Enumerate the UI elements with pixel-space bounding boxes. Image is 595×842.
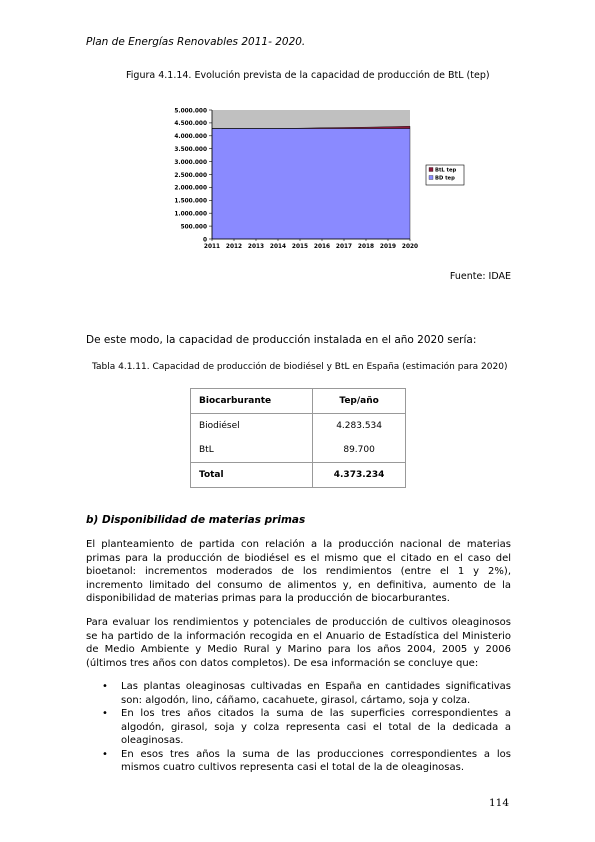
x-tick-label: 2019 xyxy=(379,244,397,250)
y-tick-label: 1.500.000 xyxy=(174,198,207,205)
x-tick-label: 2017 xyxy=(335,244,353,250)
table-cell: 4.283.534 xyxy=(313,414,406,439)
list-item xyxy=(86,707,511,748)
x-tick-label: 2013 xyxy=(247,244,265,250)
y-tick-label: 0 xyxy=(202,237,207,244)
legend-swatch xyxy=(429,168,433,172)
series-area-0 xyxy=(212,129,410,240)
figure-source: Fuente: IDAE xyxy=(449,271,511,282)
bullet-icon: • xyxy=(102,748,108,760)
y-tick-label: 4.000.000 xyxy=(174,134,207,141)
list-item-text: En los tres años citados la suma de las superficies correspondientes a algodón, girasol, soja y colza representa casi el total de la dedicada a oleaginosas. xyxy=(121,708,511,746)
intro-sentence: De este modo, la capacidad de producción instalada en el año 2020 sería: xyxy=(86,334,477,346)
list-item xyxy=(86,680,511,707)
x-tick-label: 2012 xyxy=(225,244,243,250)
x-tick-label: 2014 xyxy=(269,244,287,250)
list-item-text: Las plantas oleaginosas cultivadas en España en cantidades significativas son: algodón, lino, cáñamo, cacahuete, girasol, cártamo, soja y colza. xyxy=(121,681,511,706)
x-tick-label: 2018 xyxy=(357,244,375,250)
table-cell: BtL xyxy=(191,438,313,463)
table-row xyxy=(191,438,406,463)
x-tick-label: 2011 xyxy=(203,244,221,250)
table-header-cell: Tep/año xyxy=(313,389,406,414)
y-tick-label: 3.500.000 xyxy=(174,147,207,153)
table-cell: 89.700 xyxy=(313,438,406,463)
table-header-row xyxy=(191,389,406,414)
y-tick-label: 5.000.000 xyxy=(174,108,207,115)
table-row xyxy=(191,414,406,439)
x-tick-label: 2015 xyxy=(291,244,309,250)
legend-swatch xyxy=(429,176,433,180)
section-title: b) Disponibilidad de materias primas xyxy=(86,514,306,526)
y-tick-label: 2.000.000 xyxy=(174,185,207,192)
bullet-list xyxy=(86,680,511,775)
table-cell: Biodiésel xyxy=(191,414,313,439)
x-tick-label: 2016 xyxy=(313,244,331,250)
y-tick-label: 1.000.000 xyxy=(174,211,207,218)
bullet-icon: • xyxy=(102,708,108,719)
figure-caption: Figura 4.1.14. Evolución prevista de la capacidad de producción de BtL (tep) xyxy=(126,70,490,81)
list-item-text: En esos tres años la suma de las producciones correspondientes a los mismos cuatro cultivos representa casi el total de la de oleaginosas. xyxy=(121,748,511,773)
table-cell: 4.373.234 xyxy=(313,463,406,488)
bullet-icon: • xyxy=(102,681,108,692)
btl-capacity-chart xyxy=(160,102,480,262)
y-tick-label: 4.500.000 xyxy=(174,121,207,128)
capacity-table xyxy=(190,388,406,488)
legend-label: BtL tep xyxy=(435,167,457,174)
paragraph: Para evaluar los rendimientos y potenciales de producción de cultivos oleaginosos se ha partido de la información recogida en el Anuario de Estadística del Ministerio de Medio Ambiente y Medio Rural y Marino para los años 2004, 2005 y 2006 (últimos tres años con datos completos). De esa información se concluye que: xyxy=(86,617,511,669)
paragraph: El planteamiento de partida con relación a la producción nacional de materias primas para la producción de biodiésel es el mismo que el citado en el caso del bioetanol: incrementos moderados de los rendimientos (entre el 1 y 2%), incremento limitado del consumo de alimentos y, en definitiva, aumento de la disponibilidad de materias primas para la producción de biocarburantes. xyxy=(86,539,511,604)
y-tick-label: 2.500.000 xyxy=(174,172,207,179)
y-tick-label: 3.000.000 xyxy=(174,159,207,166)
table-header-cell: Biocarburante xyxy=(191,389,313,414)
x-tick-label: 2020 xyxy=(401,244,419,250)
table-total-row xyxy=(191,463,406,488)
table-caption: Tabla 4.1.11. Capacidad de producción de biodiésel y BtL en España (estimación para 2020) xyxy=(92,362,508,372)
running-header: Plan de Energías Renovables 2011- 2020. xyxy=(86,36,306,48)
legend-label: BD tep xyxy=(435,175,455,182)
page-number: 114 xyxy=(488,797,509,809)
list-item xyxy=(86,748,511,775)
table-cell: Total xyxy=(191,463,313,488)
y-tick-label: 500.000 xyxy=(180,224,207,231)
